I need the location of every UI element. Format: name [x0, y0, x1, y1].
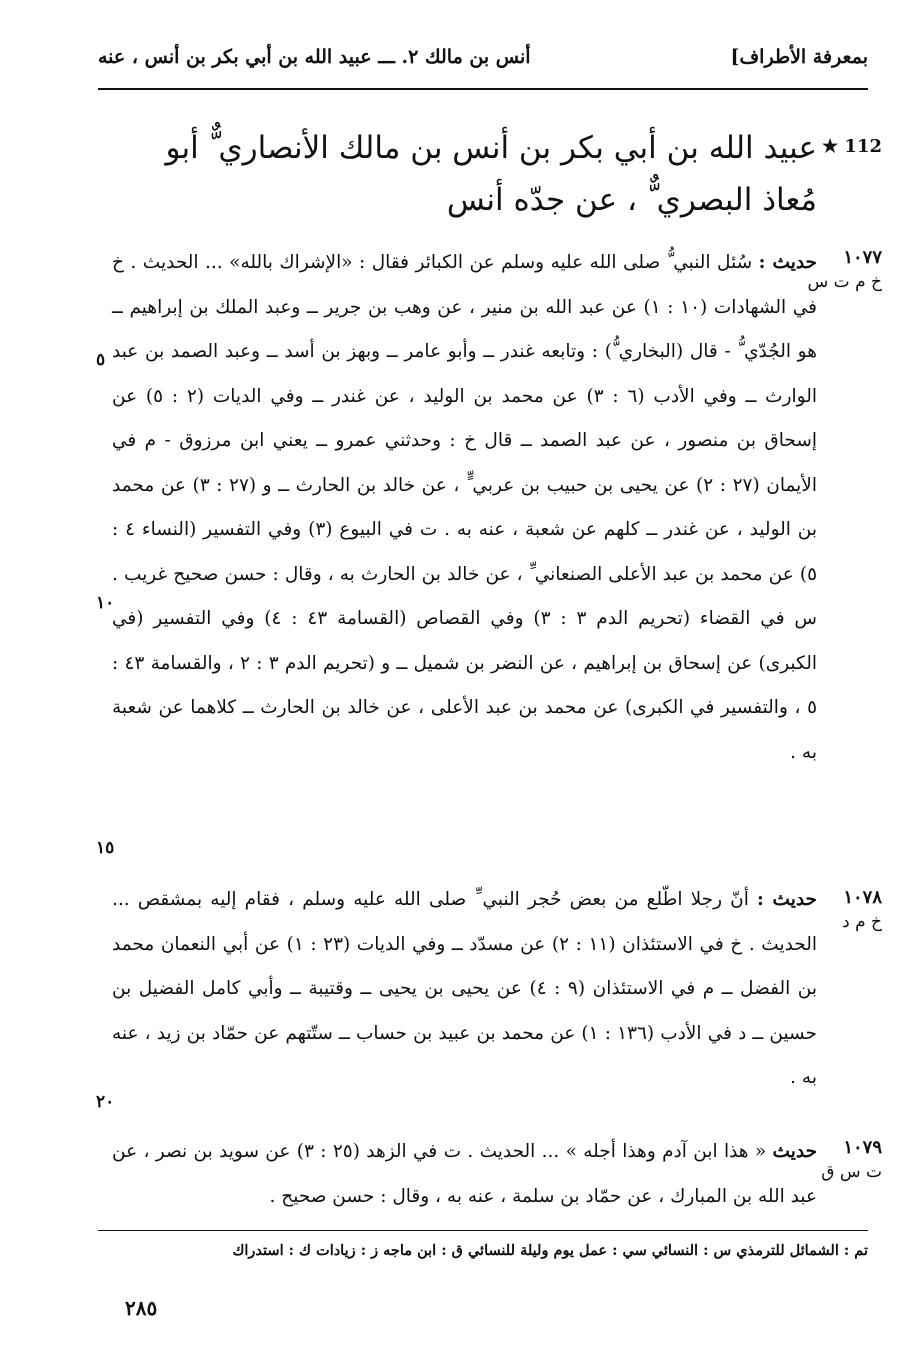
hadith-entry [112, 241, 817, 775]
hadith-lead: حديث : [758, 252, 817, 273]
margin-line-number: ١٠ [96, 593, 115, 613]
sigla-key: تم : الشمائل للترمذي س : النسائي سي : عمل يوم وليلة للنسائي ق : ابن ماجه ز : زيادات ك : استدراك [232, 1242, 868, 1259]
chapter-title: عبيد الله بن أبي بكر بن أنس بن مالك الأنصاري ٌّ أبو مُعاذ البصري ٌّ ، عن جدّه أنس [165, 130, 817, 218]
margin-line-number: ٥ [96, 350, 106, 370]
page-number: ٢٨٥ [125, 1296, 158, 1320]
hadith-number [818, 1136, 882, 1184]
hadith-text: سُئل النبي ُّ صلى الله عليه وسلم عن الكبائر فقال : «الإشراك بالله» ... الحديث . خ في الشهادات (١٠ : ١) عن عبد الله بن منير ، عن وهب بن جرير ــ وعبد الملك بن إبراهيم ــ هو الجُدّي ُّ - قال (البخاري ُّ) : وتابعه غندر ــ وأبو عامر ــ وبهز بن أسد ــ وعبد الصمد بن عبد الوارث ــ وفي الأدب (٦ : ٣) عن محمد بن الوليد ، عن غندر ــ وفي الديات (٢ : ٥) عن إسحاق بن منصور ، عن عبد الصمد ــ قال خ : وحدثني عمرو ــ يعني ابن مرزوق - م في الأيمان (٢٧ : ٢) عن يحيى بن حبيب بن عربي ٍّ ، عن خالد بن الحارث ــ و (٢٧ : ٣) عن محمد بن الوليد ، عن غندر ــ كلهم عن شعبة ، عنه به . ت في البيوع (٣) وفي التفسير (النساء ٤ : ٥) عن محمد بن عبد الأعلى الصنعاني ِّ ، عن خالد بن الحارث به ، وقال : حسن صحيح غريب . س في القضاء (تحريم الدم ٣ : ٣) وفي القصاص (القسامة ٤٣ : ٤) وفي التفسير (في الكبرى) عن إسحاق بن إبراهيم ، عن النضر بن شميل ــ و (تحريم الدم ٣ : ٢ ، والقسامة ٤٣ : ٥ ، والتفسير في الكبرى) عن محمد بن عبد الأعلى ، عن خالد بن الحارث ــ كلاهما عن شعبة به . [112, 252, 818, 763]
hadith-lead: حديث : [757, 889, 817, 910]
footnote-rule [98, 1230, 868, 1231]
hadith-entry [112, 878, 817, 1101]
hadith-number-value: ١٠٧٨ [843, 887, 882, 908]
header-section-title: أنس بن مالك ٢. ـــ عبيد الله بن أبي بكر بن أنس ، عنه [98, 46, 531, 68]
source-codes: ت س ق [821, 1162, 882, 1182]
hadith-number-value: ١٠٧٩ [843, 1137, 882, 1158]
chapter-number: 112 ★ [822, 136, 882, 157]
hadith-text: أنّ رجلا اطّلع من بعض حُجر النبي ِّ صلى الله عليه وسلم ، فقام إليه بمشقص ... الحديث . خ في الاستئذان (١١ : ٢) عن مسدّد ــ وفي الديات (٢٣ : ١) عن أبي النعمان محمد بن الفضل ــ م في الاستئذان (٩ : ٤) عن يحيى بن يحيى ــ وقتيبة ــ وأبي كامل الفضيل بن حسين ــ د في الأدب (١٣٦ : ١) عن محمد بن عبيد بن حساب ــ ستّتهم عن حمّاد بن زيد ، عنه به . [112, 889, 818, 1088]
hadith-text: « هذا ابن آدم وهذا أجله » ... الحديث . ت في الزهد (٢٥ : ٣) عن سويد بن نصر ، عن عبد الله بن المبارك ، عن حمّاد بن سلمة ، عنه به ، وقال : حسن صحيح . [112, 1141, 817, 1207]
margin-line-number: ٢٠ [96, 1092, 115, 1112]
hadith-number [807, 246, 882, 294]
hadith-lead: حديث [772, 1141, 818, 1162]
header-rule [98, 88, 868, 90]
header-book-title: بمعرفة الأطراف] [730, 46, 868, 68]
source-codes: خ م د [842, 912, 882, 932]
margin-line-number: ١٥ [96, 838, 115, 858]
source-codes: خ م ت س [807, 272, 882, 292]
hadith-number [818, 886, 882, 934]
hadith-number-value: ١٠٧٧ [843, 247, 882, 268]
running-header [98, 38, 868, 76]
hadith-entry [112, 1130, 817, 1219]
